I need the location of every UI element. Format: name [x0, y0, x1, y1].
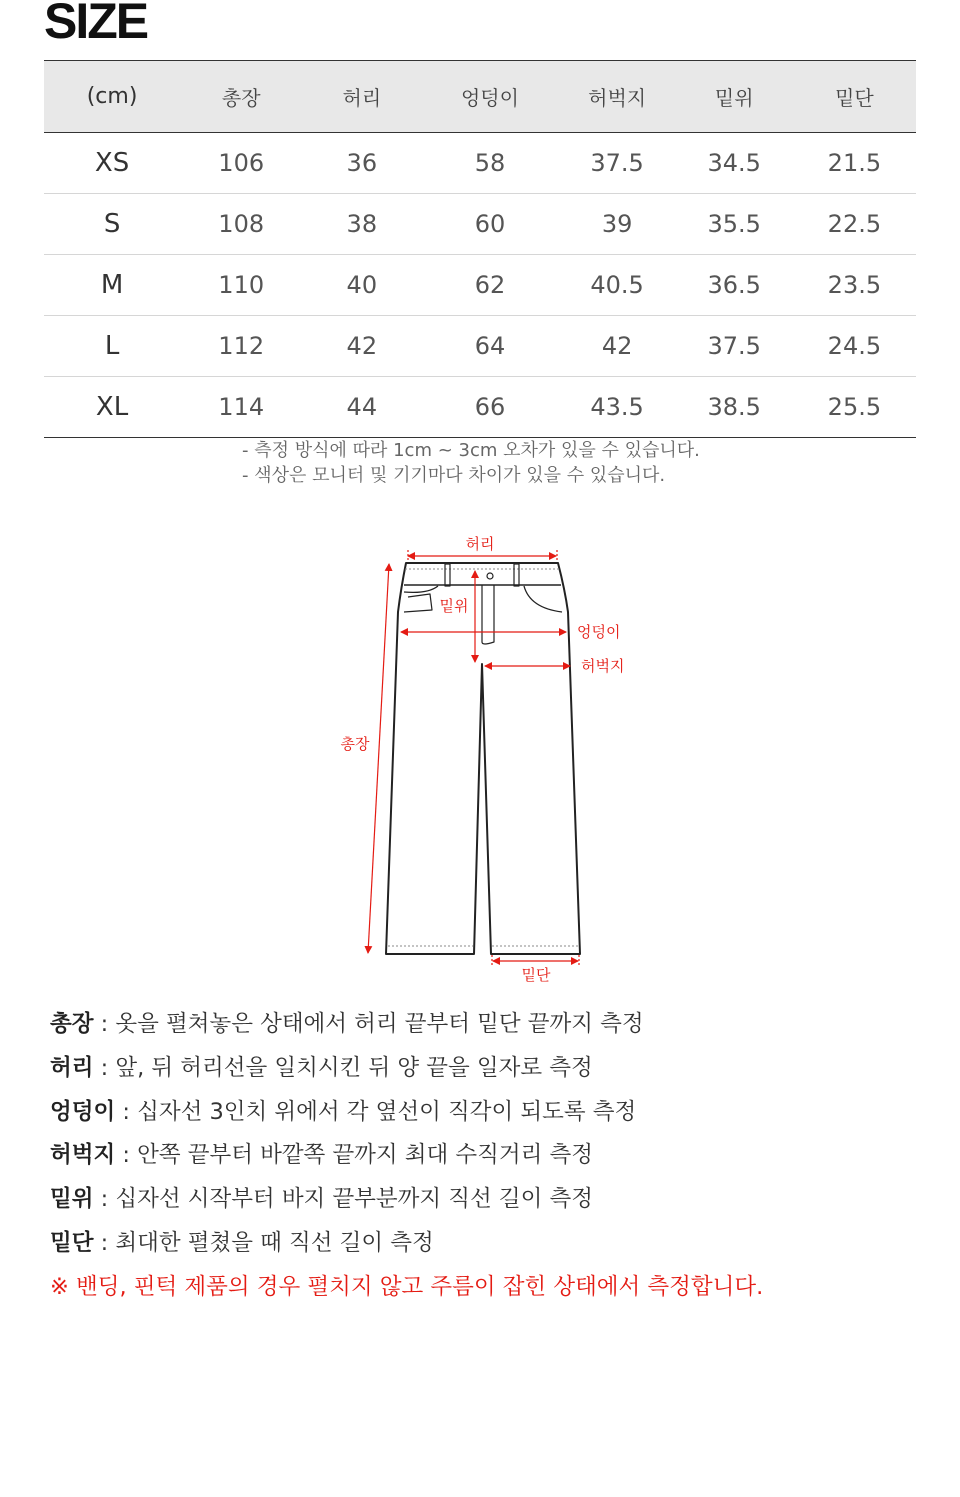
size-label: XS [44, 133, 180, 194]
pants-measurement-diagram [330, 530, 640, 990]
table-cell: 44 [302, 377, 421, 438]
table-cell: 21.5 [793, 133, 916, 194]
table-cell: 40.5 [559, 255, 676, 316]
measurement-notes [242, 438, 700, 488]
description-term: 총장 [50, 1011, 94, 1037]
table-cell: 38 [302, 194, 421, 255]
table-cell: 110 [180, 255, 302, 316]
column-header-waist: 허리 [302, 61, 421, 133]
diagram-label-length: 총장 [340, 735, 370, 753]
table-cell: 36.5 [676, 255, 793, 316]
column-header-unit: (cm) [44, 61, 180, 133]
length-arrow [368, 564, 389, 953]
description-term: 밑단 [50, 1229, 94, 1256]
description-text: : 십자선 3인치 위에서 각 옆선이 직각이 되도록 측정 [115, 1098, 637, 1125]
table-cell: 62 [421, 255, 558, 316]
description-thigh [50, 1135, 763, 1179]
diagram-label-hem: 밑단 [521, 966, 551, 984]
table-cell: 37.5 [676, 316, 793, 377]
diagram-label-hip: 엉덩이 [577, 623, 621, 641]
table-cell: 114 [180, 377, 302, 438]
table-cell: 34.5 [676, 133, 793, 194]
description-hem [50, 1223, 763, 1267]
diagram-label-rise: 밑위 [439, 597, 469, 615]
column-header-rise: 밑위 [676, 61, 793, 133]
table-row [44, 255, 916, 316]
description-term: 엉덩이 [50, 1098, 116, 1125]
description-text: : 최대한 펼쳤을 때 직선 길이 측정 [93, 1229, 434, 1256]
table-cell: 24.5 [793, 316, 916, 377]
table-cell: 36 [302, 133, 421, 194]
size-label: S [44, 194, 180, 255]
description-term: 허벅지 [50, 1142, 116, 1169]
note-tolerance: - 측정 방식에 따라 1cm ~ 3cm 오차가 있을 수 있습니다. [242, 440, 700, 461]
description-hip [50, 1092, 763, 1136]
table-row [44, 316, 916, 377]
note-color: - 색상은 모니터 및 기기마다 차이가 있을 수 있습니다. [242, 465, 666, 486]
table-cell: 23.5 [793, 255, 916, 316]
table-cell: 108 [180, 194, 302, 255]
table-cell: 42 [302, 316, 421, 377]
table-cell: 60 [421, 194, 558, 255]
size-table [44, 60, 916, 438]
warning-note: ※ 밴딩, 핀턱 제품의 경우 펼치지 않고 주름이 잡힌 상태에서 측정합니다. [50, 1273, 764, 1300]
description-term: 허리 [50, 1054, 94, 1081]
description-waist [50, 1048, 763, 1092]
table-cell: 58 [421, 133, 558, 194]
column-header-hem: 밑단 [793, 61, 916, 133]
table-cell: 22.5 [793, 194, 916, 255]
table-row [44, 133, 916, 194]
description-text: : 앞, 뒤 허리선을 일치시킨 뒤 양 끝을 일자로 측정 [93, 1054, 593, 1081]
size-label: M [44, 255, 180, 316]
table-cell: 43.5 [559, 377, 676, 438]
table-cell: 25.5 [793, 377, 916, 438]
description-text: : 옷을 펼쳐놓은 상태에서 허리 끝부터 밑단 끝까지 측정 [93, 1011, 644, 1037]
table-cell: 42 [559, 316, 676, 377]
size-label: L [44, 316, 180, 377]
table-row [44, 377, 916, 438]
description-text: : 안쪽 끝부터 바깥쪽 끝까지 최대 수직거리 측정 [115, 1142, 593, 1169]
table-cell: 35.5 [676, 194, 793, 255]
size-label: XL [44, 377, 180, 438]
table-cell: 64 [421, 316, 558, 377]
table-header-row [44, 61, 916, 133]
diagram-label-waist: 허리 [465, 535, 495, 553]
description-term: 밑위 [50, 1186, 94, 1213]
description-length [50, 1004, 763, 1048]
table-cell: 37.5 [559, 133, 676, 194]
measurement-descriptions [50, 1004, 763, 1311]
column-header-thigh: 허벅지 [559, 61, 676, 133]
table-cell: 38.5 [676, 377, 793, 438]
description-rise [50, 1179, 763, 1223]
table-cell: 39 [559, 194, 676, 255]
pants-silhouette [386, 563, 580, 954]
pants-outline [386, 563, 580, 954]
page-title: SIZE [44, 0, 148, 49]
table-cell: 66 [421, 377, 558, 438]
table-cell: 106 [180, 133, 302, 194]
table-cell: 40 [302, 255, 421, 316]
column-header-hip: 엉덩이 [421, 61, 558, 133]
table-cell: 112 [180, 316, 302, 377]
table-row [44, 194, 916, 255]
description-text: : 십자선 시작부터 바지 끝부분까지 직선 길이 측정 [93, 1186, 593, 1213]
diagram-label-thigh: 허벅지 [581, 657, 625, 675]
column-header-length: 총장 [180, 61, 302, 133]
